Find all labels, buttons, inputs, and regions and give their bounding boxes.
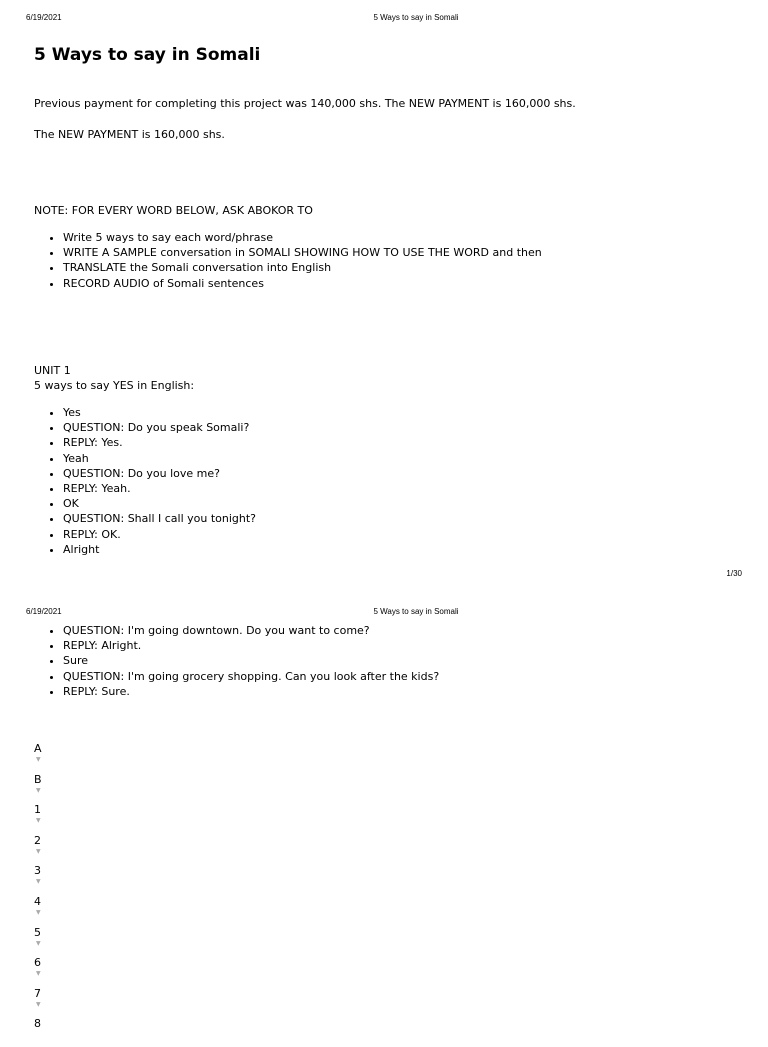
list-item: • QUESTION: Do you love me?	[63, 466, 734, 481]
list-item: • REPLY: Alright.	[63, 638, 734, 653]
dropdown-label: B	[34, 772, 42, 786]
payment-section-2	[34, 127, 734, 142]
chevron-down-icon: ▼	[36, 1000, 41, 1008]
payment-line-2: The NEW PAYMENT is 160,000 shs.	[34, 128, 225, 141]
dropdown-toggle-6[interactable]	[34, 955, 734, 986]
dropdown-toggle-8[interactable]	[34, 1016, 734, 1047]
list-item: • QUESTION: I'm going grocery shopping. Can you look after the kids?	[63, 669, 734, 684]
list-item: • RECORD AUDIO of Somali sentences	[63, 276, 734, 291]
list-item: • REPLY: Sure.	[63, 684, 734, 699]
list-item: • TRANSLATE the Somali conversation into English	[63, 260, 734, 275]
dropdown-toggle-3[interactable]	[34, 863, 734, 894]
yes-list	[34, 405, 734, 557]
header-date: 6/19/2021	[26, 13, 62, 22]
header-date: 6/19/2021	[26, 607, 62, 616]
list-item: • REPLY: Yes.	[63, 435, 734, 450]
unit-subtitle: 5 ways to say YES in English:	[34, 379, 195, 392]
dropdown-label: 8	[34, 1017, 41, 1031]
dropdown-toggle-7[interactable]	[34, 986, 734, 1017]
dropdown-label: 4	[34, 894, 41, 908]
dropdown-label: 5	[34, 925, 41, 939]
chevron-down-icon: ▼	[36, 908, 41, 916]
dropdown-toggle-b[interactable]	[34, 772, 734, 803]
dropdown-label: 1	[34, 803, 41, 817]
chevron-down-icon: ▼	[36, 878, 41, 886]
list-item: • Alright	[63, 542, 734, 557]
instructions-list	[34, 230, 734, 291]
note-section	[34, 203, 734, 291]
dropdown-toggle-2[interactable]	[34, 833, 734, 864]
list-item: • QUESTION: Shall I call you tonight?	[63, 511, 734, 526]
dropdown-label: 6	[34, 956, 41, 970]
dropdown-label: 3	[34, 864, 41, 878]
page-header-1	[0, 12, 768, 24]
dropdown-toggle-a[interactable]	[34, 741, 734, 772]
continued-list	[34, 623, 734, 699]
list-item: • Yeah	[63, 451, 734, 466]
dropdown-toggle-5[interactable]	[34, 925, 734, 956]
chevron-down-icon: ▼	[36, 939, 41, 947]
page-2-content	[34, 623, 734, 699]
list-item: • QUESTION: I'm going downtown. Do you want to come?	[63, 623, 734, 638]
page-number: 1/30	[726, 569, 742, 578]
payment-section	[34, 96, 734, 111]
dropdown-toggle-4[interactable]	[34, 894, 734, 925]
document-title: 5 Ways to say in Somali	[34, 45, 261, 65]
dropdown-label: 7	[34, 986, 41, 1000]
list-item: • QUESTION: Do you speak Somali?	[63, 420, 734, 435]
chevron-down-icon: ▼	[36, 817, 41, 825]
dropdown-toggle-1[interactable]	[34, 802, 734, 833]
chevron-down-icon: ▼	[36, 970, 41, 978]
dropdown-label: 2	[34, 833, 41, 847]
list-item: • OK	[63, 496, 734, 511]
chevron-down-icon: ▼	[36, 786, 41, 794]
list-item: • Sure	[63, 653, 734, 668]
payment-line-1: Previous payment for completing this project was 140,000 shs. The NEW PAYMENT is 160,000 shs.	[34, 97, 576, 110]
list-item: • WRITE A SAMPLE conversation in SOMALI SHOWING HOW TO USE THE WORD and then	[63, 245, 734, 260]
page-header-2	[0, 606, 768, 618]
header-title: 5 Ways to say in Somali	[373, 13, 459, 22]
list-item: • Yes	[63, 405, 734, 420]
dropdown-label: A	[34, 742, 42, 755]
chevron-down-icon: ▼	[36, 847, 41, 855]
note-text: NOTE: FOR EVERY WORD BELOW, ASK ABOKOR TO	[34, 204, 313, 217]
unit-title: UNIT 1	[34, 364, 71, 377]
page-1-content	[34, 44, 734, 66]
list-item: • Write 5 ways to say each word/phrase	[63, 230, 734, 245]
list-item: • REPLY: OK.	[63, 527, 734, 542]
dropdown-section	[34, 741, 734, 1047]
chevron-down-icon: ▼	[36, 756, 41, 763]
header-title: 5 Ways to say in Somali	[373, 607, 459, 616]
list-item: • REPLY: Yeah.	[63, 481, 734, 496]
unit-1-section	[34, 363, 734, 557]
